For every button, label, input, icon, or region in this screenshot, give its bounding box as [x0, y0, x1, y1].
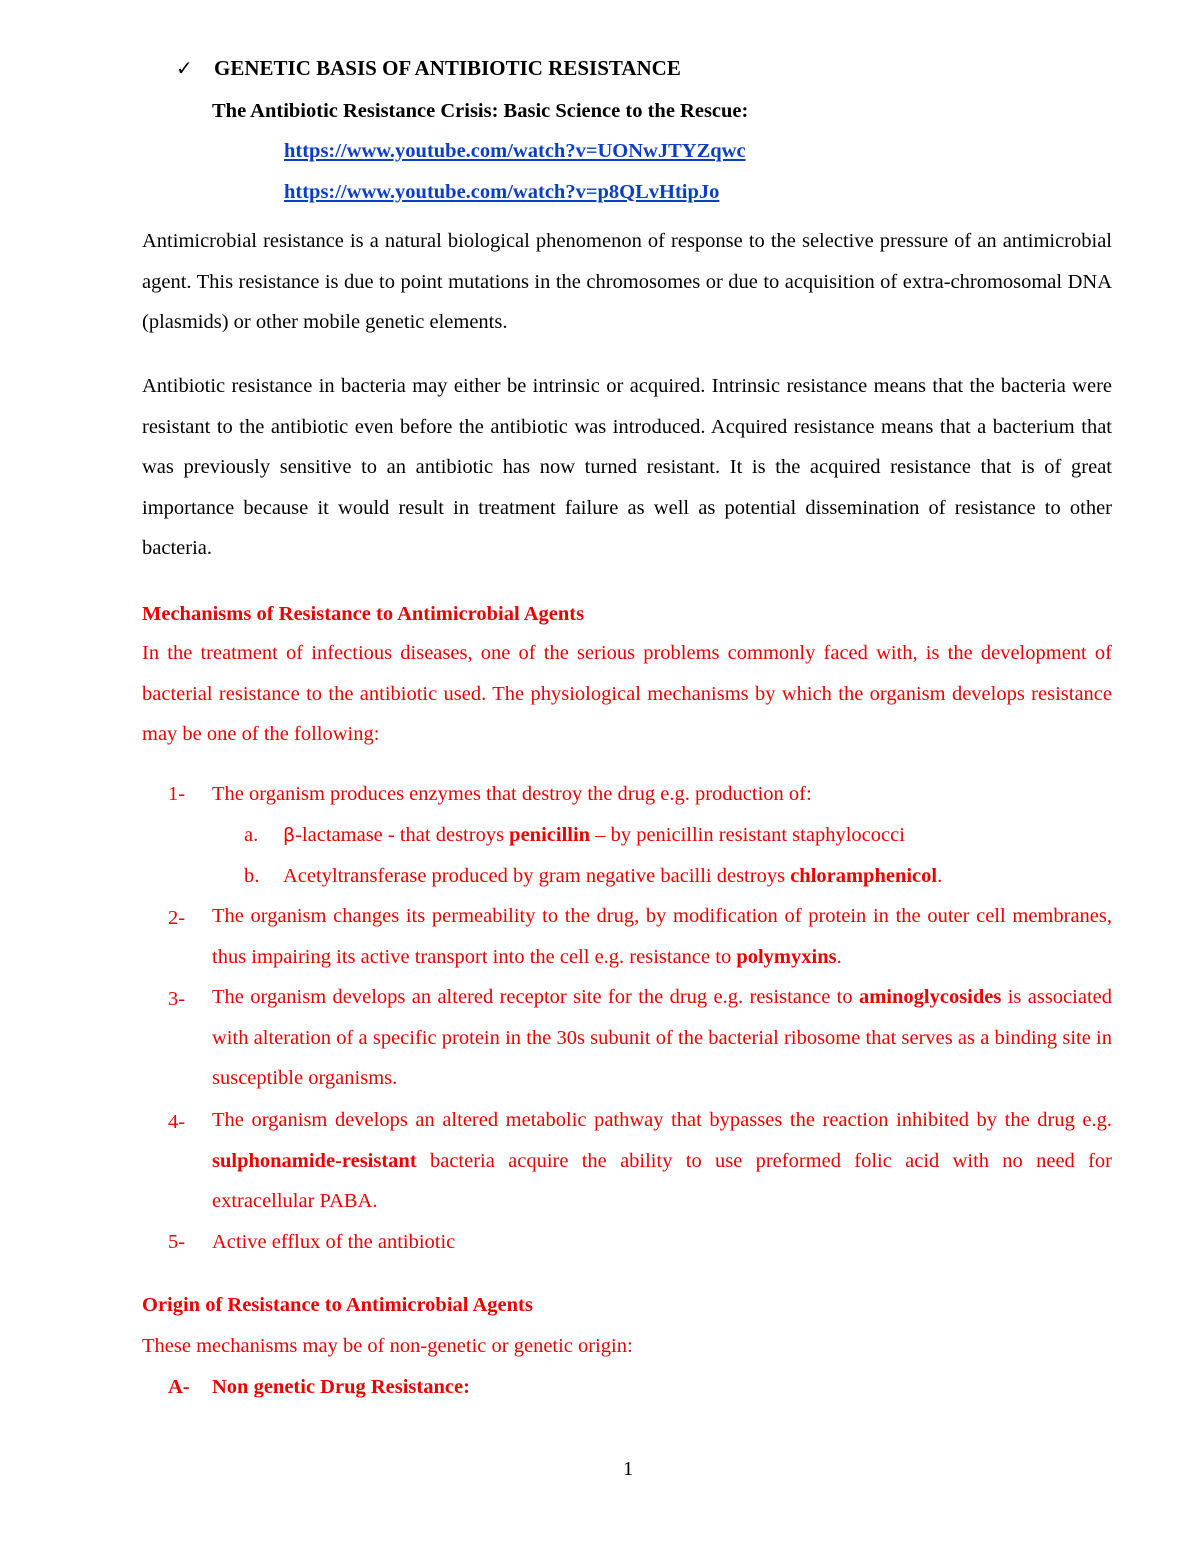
list-text: The organism develops an altered metabolic pathway that bypasses the reaction inhibited by the drug e.g. sulphonamide-resistant bacteria acquire the ability to use preformed folic acid with no need for extracellular PABA.	[212, 1109, 1112, 1213]
list-text: The organism develops an altered receptor site for the drug e.g. resistance to aminoglycosides is associated with alteration of a specific protein in the 30s subunit of the bacterial ribosome that serves as a binding site in susceptible organisms.	[212, 986, 1112, 1090]
check-mark-icon: ✓	[176, 56, 193, 80]
drug-name: aminoglycosides	[858, 986, 1002, 1008]
mechanisms-intro: In the treatment of infectious diseases, one of the serious problems commonly faced with, is the development of bacterial resistance to the antibiotic used. The physiological mechanisms by which the organism develops resistance may be one of the following:	[142, 642, 1112, 745]
list-text: The organism produces enzymes that destroy the drug e.g. production of:	[212, 783, 812, 805]
paragraph-resistance-types: Antibiotic resistance in bacteria may either be intrinsic or acquired. Intrinsic resistance means that the bacteria were resistant to the antibiotic even before the antibiotic was introduced. Acquired resistance means that a bacterium that was previously sensitive to an antibiotic has now turned resistant. It is the acquired resistance that is of great importance because it would result in treatment failure as well as potential dissemination of resistance to other bacteria.	[142, 375, 1112, 559]
page-number: 1	[623, 1458, 634, 1480]
drug-name: polymyxins	[736, 945, 837, 968]
document-subtitle: The Antibiotic Resistance Crisis: Basic Science to the Rescue:	[212, 100, 749, 122]
sub-list-letter: a.	[244, 824, 259, 846]
sub-list-text: Acetyltransferase produced by gram negative bacilli destroys chloramphenicol.	[283, 865, 943, 887]
list-number: 5-	[168, 1231, 186, 1253]
beta-symbol: β	[283, 824, 296, 846]
drug-name: chloramphenicol	[790, 865, 938, 887]
origin-heading: Origin of Resistance to Antimicrobial Agents	[142, 1294, 533, 1316]
list-text: The organism changes its permeability to the drug, by modification of protein in the outer cell membranes, thus impairing its active transport into the cell e.g. resistance to polymyxins.	[212, 905, 1112, 968]
youtube-link-2[interactable]: https://www.youtube.com/watch?v=p8QLvHtipJo	[284, 181, 720, 203]
youtube-link-1[interactable]: https://www.youtube.com/watch?v=UONwJTYZqwc	[284, 140, 746, 162]
list-number: 2-	[168, 907, 186, 929]
list-text: Active efflux of the antibiotic	[212, 1231, 456, 1253]
section-letter: A-	[168, 1376, 190, 1398]
document-title	[176, 58, 681, 79]
list-number: 3-	[168, 988, 186, 1010]
section-title: Non genetic Drug Resistance:	[212, 1376, 470, 1398]
title-text: GENETIC BASIS OF ANTIBIOTIC RESISTANCE	[214, 56, 681, 80]
list-number: 1-	[168, 783, 186, 805]
mechanisms-heading: Mechanisms of Resistance to Antimicrobial Agents	[142, 603, 585, 625]
drug-name: sulphonamide-resistant	[212, 1149, 417, 1172]
sub-list-letter: b.	[244, 865, 260, 887]
sub-list-text: β-lactamase - that destroys penicillin – by penicillin resistant staphylococci	[283, 824, 905, 846]
list-number: 4-	[168, 1111, 186, 1133]
paragraph-intro: Antimicrobial resistance is a natural biological phenomenon of response to the selective pressure of an antimicrobial agent. This resistance is due to point mutations in the chromosomes or due to acquisition of extra-chromosomal DNA (plasmids) or other mobile genetic elements.	[142, 230, 1112, 333]
origin-intro: These mechanisms may be of non-genetic or genetic origin:	[142, 1335, 633, 1357]
drug-name: penicillin	[509, 824, 591, 846]
